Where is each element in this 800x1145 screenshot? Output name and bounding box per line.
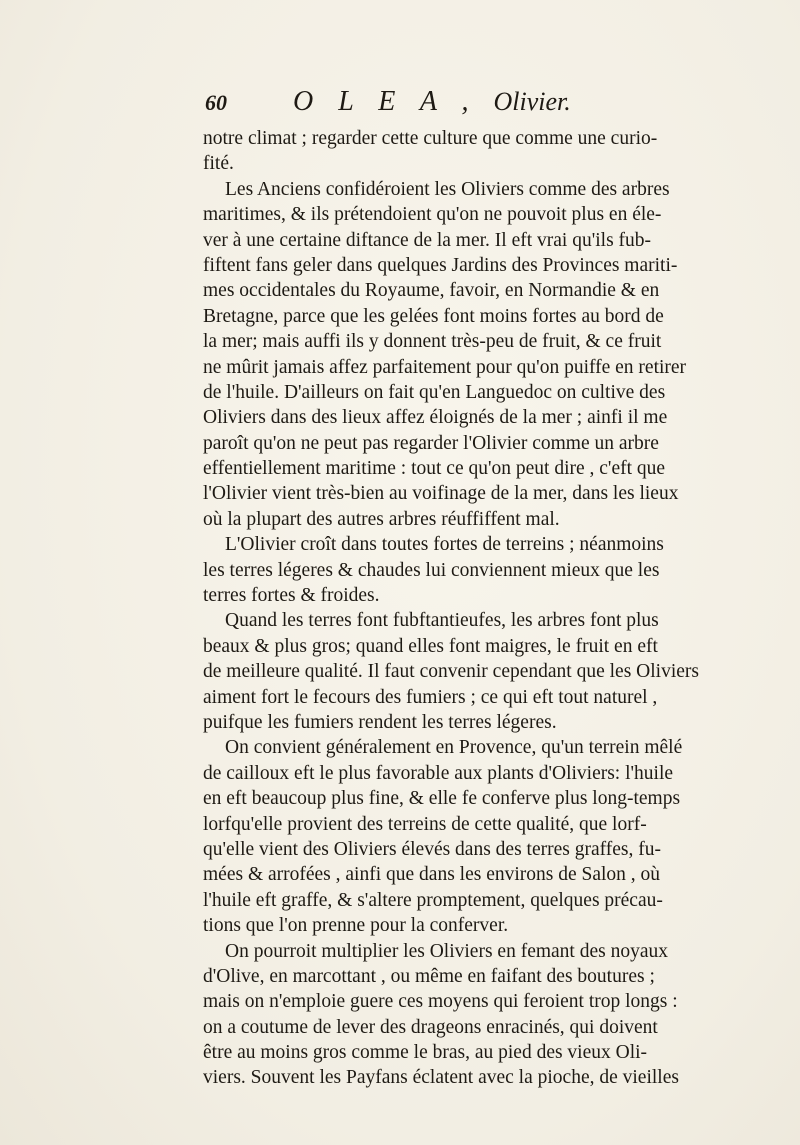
- page-header: [205, 86, 602, 122]
- text-line: tions que l'on prenne pour la conferver.: [203, 915, 509, 937]
- text-line: maritimes, & ils prétendoient qu'on ne pouvoit plus en éle-: [203, 204, 662, 226]
- text-line: qu'elle vient des Oliviers élevés dans des terres graffes, fu-: [203, 838, 661, 860]
- text-line: terres fortes & froides.: [203, 585, 380, 607]
- running-title-sub: Olivier.: [493, 87, 571, 116]
- text-line: on a coutume de lever des drageons enracinés, qui doivent: [203, 1016, 658, 1038]
- page-number: 60: [205, 90, 227, 115]
- text-line: effentiellement maritime : tout ce qu'on peut dire , c'eft que: [203, 458, 666, 480]
- text-line: fiftent fans geler dans quelques Jardins des Provinces mariti-: [203, 254, 678, 276]
- text-line: On pourroit multiplier les Oliviers en femant des noyaux: [225, 940, 668, 962]
- text-line: de cailloux eft le plus favorable aux plants d'Oliviers: l'huile: [203, 762, 674, 784]
- text-line: lorfqu'elle provient des terreins de cette qualité, que lorf-: [203, 813, 647, 835]
- body-text: [203, 126, 699, 1091]
- text-line: Bretagne, parce que les gelées font moins fortes au bord de: [203, 305, 664, 327]
- text-line: d'Olive, en marcottant , ou même en faifant des boutures ;: [203, 965, 655, 987]
- text-line: l'huile eft graffe, & s'altere promptement, quelques précau-: [203, 889, 663, 911]
- text-line: Quand les terres font fubftantieufes, les arbres font plus: [225, 610, 659, 632]
- text-line: être au moins gros comme le bras, au pied des vieux Oli-: [203, 1042, 648, 1064]
- text-line: mes occidentales du Royaume, favoir, en Normandie & en: [203, 280, 660, 302]
- text-line: aiment fort le fecours des fumiers ; ce qui eft tout naturel ,: [203, 686, 658, 708]
- text-line: de l'huile. D'ailleurs on fait qu'en Languedoc on cultive des: [203, 381, 666, 403]
- text-line: de meilleure qualité. Il faut convenir cependant que les Oliviers: [203, 661, 699, 683]
- text-line: L'Olivier croît dans toutes fortes de terreins ; néanmoins: [225, 534, 664, 556]
- text-line: beaux & plus gros; quand elles font maigres, le fruit en eft: [203, 635, 658, 657]
- text-line: puifque les fumiers rendent les terres légeres.: [203, 711, 557, 733]
- text-line: On convient généralement en Provence, qu'un terrein mêlé: [225, 737, 683, 759]
- text-line: Oliviers dans des lieux affez éloignés de la mer ; ainfi il me: [203, 407, 668, 429]
- text-line: les terres légeres & chaudes lui conviennent mieux que les: [203, 559, 660, 581]
- text-line: fité.: [203, 153, 234, 175]
- text-line: l'Olivier vient très-bien au voifinage de la mer, dans les lieux: [203, 483, 679, 505]
- text-line: Les Anciens confidéroient les Oliviers comme des arbres: [225, 178, 670, 200]
- text-line: ne mûrit jamais affez parfaitement pour qu'on puiffe en retirer: [203, 356, 687, 378]
- running-title-main: O L E A ,: [293, 86, 478, 117]
- text-line: mais on n'emploie guere ces moyens qui feroient trop longs :: [203, 991, 678, 1013]
- text-line: ver à une certaine diftance de la mer. Il eft vrai qu'ils fub-: [203, 229, 652, 251]
- text-line: mées & arrofées , ainfi que dans les environs de Salon , où: [203, 864, 661, 886]
- text-line: où la plupart des autres arbres réuffiffent mal.: [203, 508, 560, 530]
- text-line: en eft beaucoup plus fine, & elle fe conferve plus long-temps: [203, 788, 681, 810]
- text-line: paroît qu'on ne peut pas regarder l'Olivier comme un arbre: [203, 432, 659, 454]
- text-line: la mer; mais auffi ils y donnent très-peu de fruit, & ce fruit: [203, 331, 662, 353]
- text-line: viers. Souvent les Payfans éclatent avec la pioche, de vieilles: [203, 1067, 679, 1089]
- text-line: notre climat ; regarder cette culture que comme une curio-: [203, 128, 658, 149]
- running-title: [293, 86, 571, 118]
